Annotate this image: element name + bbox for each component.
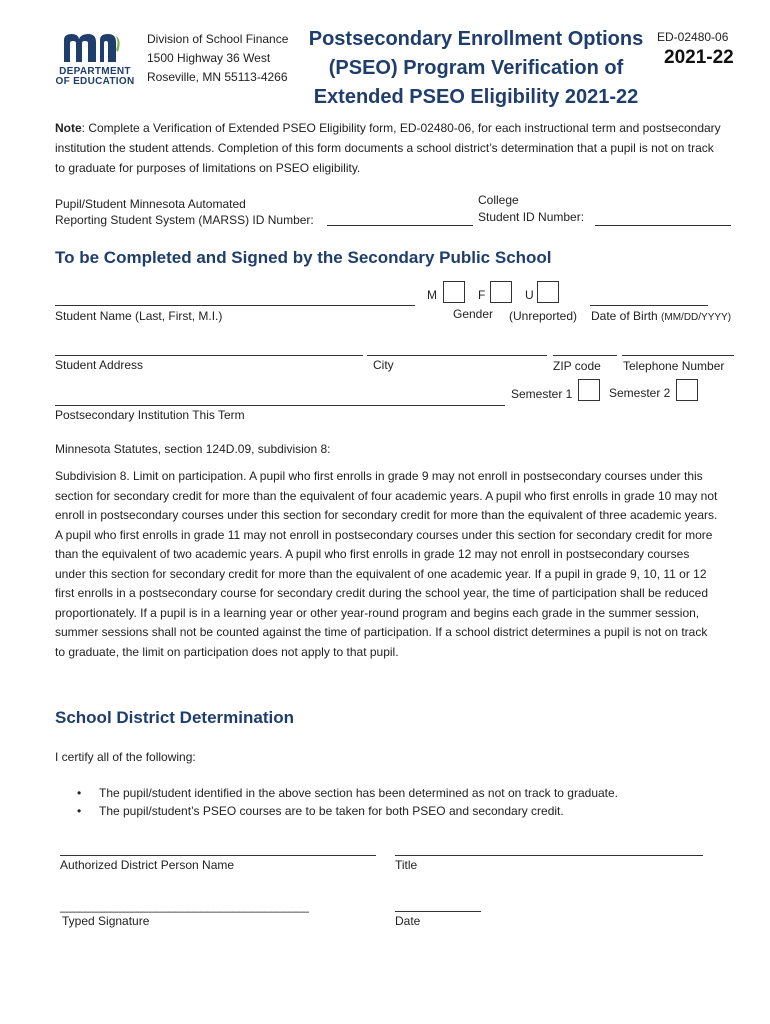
certify-text: I certify all of the following: bbox=[55, 750, 196, 764]
college-label-1: College bbox=[478, 193, 519, 207]
title-field[interactable] bbox=[395, 855, 703, 856]
city-label: City bbox=[373, 358, 394, 372]
college-id-field[interactable] bbox=[595, 225, 731, 226]
telephone-field[interactable] bbox=[622, 355, 734, 356]
date-label: Date bbox=[395, 914, 421, 928]
list-item: • The pupil/student identified in the above section has been determined as not on track to graduate. bbox=[55, 784, 735, 802]
gender-f-label: F bbox=[478, 288, 486, 302]
gender-m-checkbox[interactable] bbox=[443, 281, 465, 303]
signature-label: Typed Signature bbox=[62, 914, 150, 928]
dob-format: (MM/DD/YYYY) bbox=[661, 312, 732, 323]
gender-u-label: U bbox=[525, 288, 534, 302]
student-address-field[interactable] bbox=[55, 355, 363, 356]
semester2-checkbox[interactable] bbox=[676, 379, 698, 401]
form-number: ED-02480-06 bbox=[657, 30, 729, 44]
city-field[interactable] bbox=[367, 355, 547, 356]
mde-logo-text: DEPARTMENT OF EDUCATION bbox=[55, 66, 135, 87]
address-block: Division of School Finance 1500 Highway 36 West Roseville, MN 55113-4266 bbox=[147, 32, 289, 84]
subdivision-text: Subdivision 8. Limit on participation. A pupil who first enrolls in grade 9 may not enroll in postsecondary courses under this section for secondary credit for more than the equivalent of four academic years. A pupil who first enrolls in grade 10 may not enroll in postsecondary courses under this section for secondary credit for more than the equivalent of three academic years. A pupil who first enrolls in grade 11 may not enroll in postsecondary courses under this section for secondary credit for more than the equivalent of two academic years. A pupil who first enrolls in grade 12 may not enroll in postsecondary courses under this section for secondary credit for more than the equivalent of one academic year. If a pupil in grade 9, 10, 11 or 12 first enrolls in a postsecondary course for secondary credit during the school year, the time of participation shall be reduced proportionately. If a pupil is in a learning year or other year-round program and begins each grade in the summer session, summer sessions shall not be counted against the time of participation. If a school district determines a pupil is not on track to graduate, the limit on participation does not apply to that pupil. bbox=[55, 469, 718, 659]
marss-label-1: Pupil/Student Minnesota Automated bbox=[55, 197, 246, 211]
gender-m-label: M bbox=[427, 288, 437, 302]
zip-field[interactable] bbox=[553, 355, 617, 356]
college-label-2: Student ID Number: bbox=[478, 210, 585, 224]
auth-name-label: Authorized District Person Name bbox=[60, 858, 235, 872]
statute-citation: Minnesota Statutes, section 124D.09, subdivision 8: bbox=[55, 442, 331, 456]
mde-logo-mark bbox=[62, 32, 128, 69]
gender-u-checkbox[interactable] bbox=[537, 281, 559, 303]
institution-label: Postsecondary Institution This Term bbox=[55, 408, 245, 422]
note-paragraph bbox=[55, 118, 725, 178]
section-heading-district: School District Determination bbox=[55, 708, 294, 727]
dob-label: Date of Birth (MM/DD/YYYY) bbox=[591, 309, 732, 323]
title-label: Title bbox=[395, 858, 418, 872]
list-item: • The pupil/student’s PSEO courses are to be taken for both PSEO and secondary credit. bbox=[55, 802, 735, 820]
unreported-label: (Unreported) bbox=[509, 309, 578, 323]
zip-label: ZIP code bbox=[553, 359, 601, 373]
student-address-label: Student Address bbox=[55, 358, 144, 372]
gender-f-checkbox[interactable] bbox=[490, 281, 512, 303]
marss-id-field[interactable] bbox=[327, 225, 473, 226]
semester2-label: Semester 2 bbox=[609, 386, 671, 400]
certification-list bbox=[55, 784, 735, 820]
semester1-label: Semester 1 bbox=[511, 387, 573, 401]
semester1-checkbox[interactable] bbox=[578, 379, 600, 401]
form-title: Postsecondary Enrollment Options (PSEO) Program Verification of Extended PSEO Eligibility 2021-22 bbox=[308, 28, 644, 108]
section-heading-secondary: To be Completed and Signed by the Secondary Public School bbox=[55, 248, 552, 267]
form-year: 2021-22 bbox=[664, 47, 734, 68]
telephone-label: Telephone Number bbox=[623, 359, 725, 373]
institution-field[interactable] bbox=[55, 405, 505, 406]
date-field[interactable] bbox=[395, 911, 481, 912]
note-label: Note bbox=[55, 121, 82, 135]
marss-label-2: Reporting Student System (MARSS) ID Number: bbox=[55, 213, 314, 227]
student-name-label: Student Name (Last, First, M.I.) bbox=[55, 309, 223, 323]
dob-field[interactable] bbox=[590, 305, 708, 306]
student-name-field[interactable] bbox=[55, 305, 415, 306]
note-text: : Complete a Verification of Extended PSEO Eligibility form, ED-02480-06, for each instructional term and postsecondary institution the student attends. Completion of this form documents a school district’s determination that a pupil is not on track to graduate for purposes of limitations on PSEO eligibility. bbox=[55, 121, 721, 175]
signature-field[interactable]: _______________________________________ bbox=[60, 899, 309, 913]
auth-name-field[interactable] bbox=[60, 855, 376, 856]
gender-label: Gender bbox=[453, 307, 494, 321]
